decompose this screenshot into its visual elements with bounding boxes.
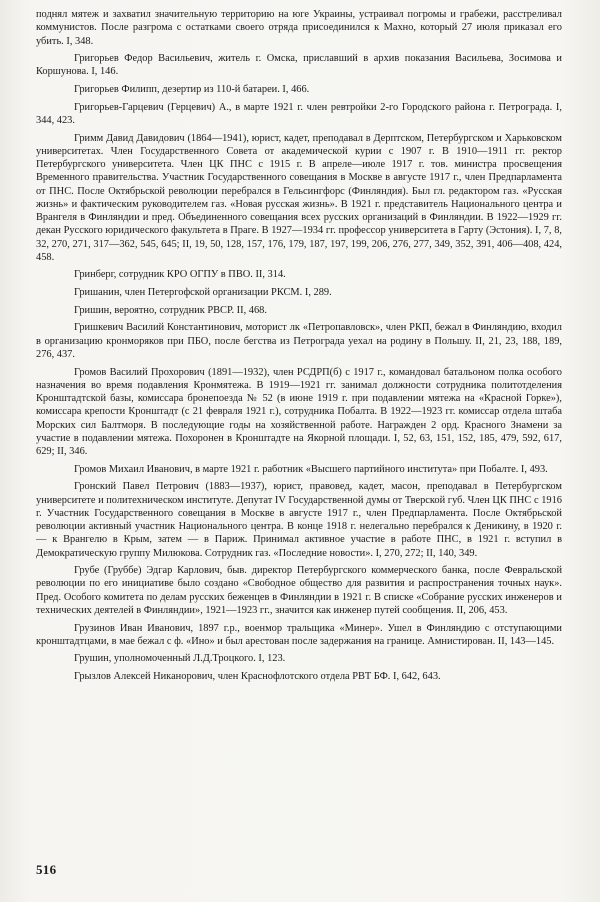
index-entry-gronsky: Гронский Павел Петрович (1883—1937), юрист, правовед, кадет, масон, преподавал в Петербургском университете и политехническом институте. Депутат IV Государственной думы от Тверской губ. Член ЦК ПНС с 1916 г. Участник Государственного совещания в Москве в августе 1917 г., член Предпарламента. После Октябрьской революции активный участник Национального центра. В конце 1918 г. нелегально перебрался к Деникину, в 1920 г. — к Врангелю в Крым, затем — в Париж. Принимал активное участие в работе ПНС, в 1921 г. вступил в Демократическую группу Милюкова. Сотрудник газ. «Последние новости». I, 270, 272; II, 140, 349. <box>36 481 562 559</box>
index-entry-gryzlov: Грызлов Алексей Никанорович, член Краснофлотского отдела РВТ БФ. I, 642, 643. <box>74 671 441 683</box>
index-entry-continued: поднял мятеж и захватил значительную территорию на юге Украины, устраивал погромы и грабежи, расстреливал коммунистов. После разгрома с остатками своего отряда присоединился к Махно, который 27 июля приказал его убить. I, 348. <box>36 9 562 47</box>
index-entry-grigoriev-gartsevich: Григорьев-Гарцевич (Герцевич) А., в марте 1921 г. член ревтройки 2-го Городского района г. Петрограда. I, 344, 423. <box>36 101 562 126</box>
index-entry-grinberg: Гринберг, сотрудник КРО ОГПУ в ПВО. II, 314. <box>74 269 286 281</box>
page-number: 516 <box>36 862 57 877</box>
index-entry-grube: Грубе (Груббе) Эдгар Карлович, быв. директор Петербургского коммерческого банка, после Февральской революции по его инициативе было создано «Свободное общество для развития и распространения точных наук». Пред. Особого комитета по делам русских беженцев в Финляндии в 1921 г. В списке «Собрание русских инженеров и технических деятелей в Финляндии», 1921—1923 гг., значится как инженер путей сообщения. II, 206, 453. <box>36 565 562 616</box>
index-entry-grishkevich: Гришкевич Василий Константинович, моторист лк «Петропавловск», член РКП, бежал в Финляндию, входил в организацию кронморяков при ПБО, после бегства из Петрограда уехал на родину в Польшу. II, 21, 23, 188, 189, 276, 437. <box>36 322 562 360</box>
index-entry-gromov-mikhail: Громов Михаил Иванович, в марте 1921 г. работник «Высшего партийного института» при Побалте. I, 493. <box>74 463 548 475</box>
index-entry-gromov-vasily: Громов Василий Прохорович (1891—1932), член РСДРП(б) с 1917 г., командовал батальоном полка особого назначения во время подавления Кронмятежа. В 1919—1921 гг. занимал должности сотрудника политотделения Кронштадтской базы, комиссара бронепоезда № 52 (в июне 1919 г. при подавлении мятежа на «Красной Горке»), комиссара крепости Кронштадт (с 21 февраля 1921 г.), сотрудника Побалта. В 1922—1923 гг. комиссар отдела штаба Морских сил Балтморя. В последующие годы на хозяйственной работе. Награжден 2 орд. Красного Знамени за участие в подавлении мятежа. Похоронен в Кронштадте на Якорной площади. I, 52, 63, 151, 152, 185, 479, 592, 617, 629; II, 346. <box>36 366 562 458</box>
index-entry-grigoriev-filipp: Григорьев Филипп, дезертир из 110-й батареи. I, 466. <box>74 84 310 96</box>
index-entry-grimm: Гримм Давид Давидович (1864—1941), юрист, кадет, преподавал в Дерптском, Петербургском и Харьковском университетах. Член Государственного Совета от академической курии с 1907 г. В 1910—1911 гг. ректор Петербургского университета. Член ЦК ПНС с 1915 г. В апреле—июле 1917 г. тов. министра просвещения Временного правительства. Участник Государственного совещания в Москве в августе 1917 г., член Предпарламента от ПНС. После Октябрьской революции перебрался в Гельсингфорс (Финляндия). Был гл. редактором газ. «Русская жизнь» и фактическим руководителем газ. «Новая русская жизнь». В 1921 г. представитель Национального центра и Врангеля в Финляндии и пред. Объединенного совещания всех русских организаций в Финляндии. В 1922—1929 гг. декан Русского юридического факультета в Праге. В 1927—1934 гг. профессор университета в Гарту (Эстония). I, 7, 8, 32, 270, 271, 317—362, 545, 645; II, 19, 50, 128, 157, 176, 179, 187, 197, 199, 206, 276, 277, 349, 352, 391, 406—408, 424, 458. <box>36 132 562 263</box>
index-entries <box>36 8 562 683</box>
index-entry-grigoriev-fedor: Григорьев Федор Васильевич, житель г. Омска, приславший в архив показания Васильева, Зосимова и Коршунова. I, 146. <box>36 53 562 78</box>
index-entry-gruzinov: Грузинов Иван Иванович, 1897 г.р., военмор тральщика «Минер». Ушел в Финляндию с отступающими кронштадтцами, в мае бежал с ф. «Ино» и был арестован после задержания на границе. Амнистирован. II, 143—145. <box>36 622 562 647</box>
index-entry-grishanin: Гришанин, член Петергофской организации РКСМ. I, 289. <box>74 287 332 299</box>
index-entry-grishin: Гришин, вероятно, сотрудник РВСР. II, 468. <box>74 304 267 316</box>
index-entry-grushin: Грушин, уполномоченный Л.Д.Троцкого. I, 123. <box>74 653 286 665</box>
